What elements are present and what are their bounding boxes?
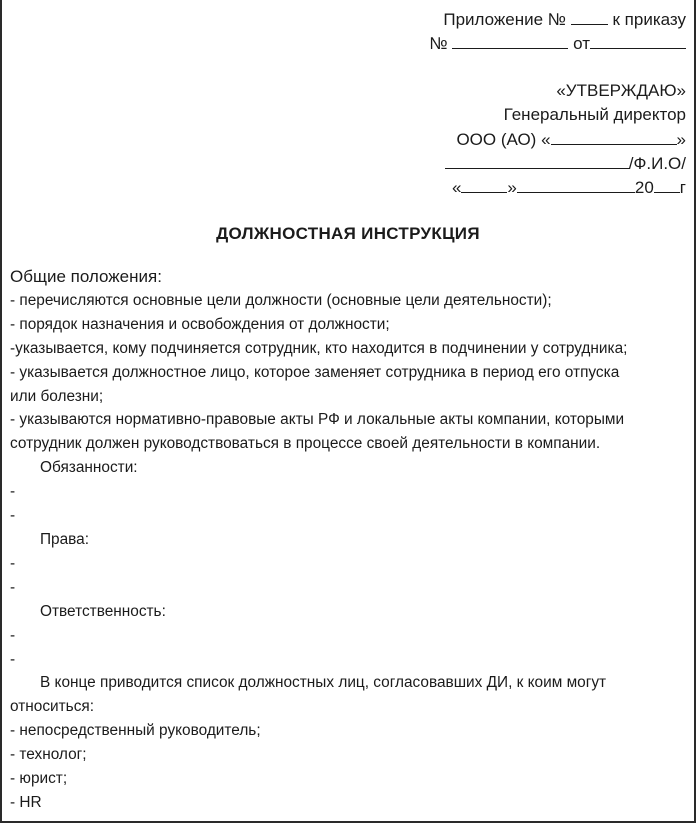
document-body bbox=[10, 265, 688, 815]
general-item: - указывается должностное лицо, которое заменяет сотрудника в период его отпуска bbox=[10, 363, 620, 381]
date-day-blank bbox=[461, 175, 507, 193]
approver-item: - технолог; bbox=[10, 746, 87, 764]
duties-item: - bbox=[10, 483, 16, 501]
rights-item: - bbox=[10, 578, 16, 596]
general-item: - перечисляются основные цели должности (основные цели деятельности); bbox=[10, 291, 552, 309]
appendix-prefix: Приложение № bbox=[443, 10, 567, 29]
order-number-line bbox=[429, 31, 686, 56]
appendix-number-blank bbox=[571, 7, 608, 25]
company-line bbox=[456, 127, 686, 152]
duties-heading: Обязанности: bbox=[40, 459, 138, 477]
responsibility-item: - bbox=[10, 626, 16, 644]
order-number-prefix: № bbox=[429, 34, 448, 53]
director-position: Генеральный директор bbox=[503, 105, 686, 124]
approval-date-line bbox=[452, 175, 686, 200]
order-date-blank bbox=[590, 31, 686, 49]
fio-label: /Ф.И.О/ bbox=[628, 154, 686, 173]
date-open-quote: « bbox=[451, 178, 462, 197]
approver-item: - юрист; bbox=[10, 770, 68, 788]
document-title: ДОЛЖНОСТНАЯ ИНСТРУКЦИЯ bbox=[216, 224, 480, 243]
appendix-suffix: к приказу bbox=[612, 10, 686, 29]
date-year-prefix: 20 bbox=[634, 178, 654, 197]
date-month-blank bbox=[517, 175, 635, 193]
signature-blank bbox=[445, 151, 629, 169]
responsibility-item: - bbox=[10, 650, 16, 668]
appendix-line bbox=[443, 7, 686, 32]
rights-item: - bbox=[10, 554, 16, 572]
order-number-blank bbox=[452, 31, 568, 49]
general-item: или болезни; bbox=[10, 387, 104, 405]
approver-item: - непосредственный руководитель; bbox=[10, 722, 261, 740]
responsibility-heading: Ответственность: bbox=[40, 602, 166, 620]
general-item: - указываются нормативно-правовые акты РФ и локальные акты компании, которыми bbox=[10, 411, 625, 429]
date-year-suffix: г bbox=[679, 178, 686, 197]
signature-line bbox=[445, 151, 686, 176]
approver-item: - HR bbox=[10, 793, 42, 811]
rights-heading: Права: bbox=[40, 530, 90, 548]
company-suffix: » bbox=[676, 130, 686, 149]
general-item: - порядок назначения и освобождения от должности; bbox=[10, 315, 390, 333]
company-prefix: ООО (АО) « bbox=[456, 130, 551, 149]
duties-item: - bbox=[10, 507, 16, 525]
general-item: сотрудник должен руководствоваться в процессе своей деятельности в компании. bbox=[10, 435, 601, 453]
approvers-intro: В конце приводится список должностных лиц, согласовавших ДИ, к коим могут bbox=[40, 674, 607, 692]
approve-label: «УТВЕРЖДАЮ» bbox=[556, 81, 686, 100]
date-close-quote: » bbox=[507, 178, 517, 197]
date-year-blank bbox=[654, 175, 680, 193]
approvers-intro-continued: относиться: bbox=[10, 698, 94, 716]
general-item: -указывается, кому подчиняется сотрудник, кто находится в подчинении у сотрудника; bbox=[10, 339, 628, 357]
company-name-blank bbox=[551, 127, 677, 145]
general-heading: Общие положения: bbox=[10, 267, 162, 286]
order-from-label: от bbox=[573, 34, 590, 53]
